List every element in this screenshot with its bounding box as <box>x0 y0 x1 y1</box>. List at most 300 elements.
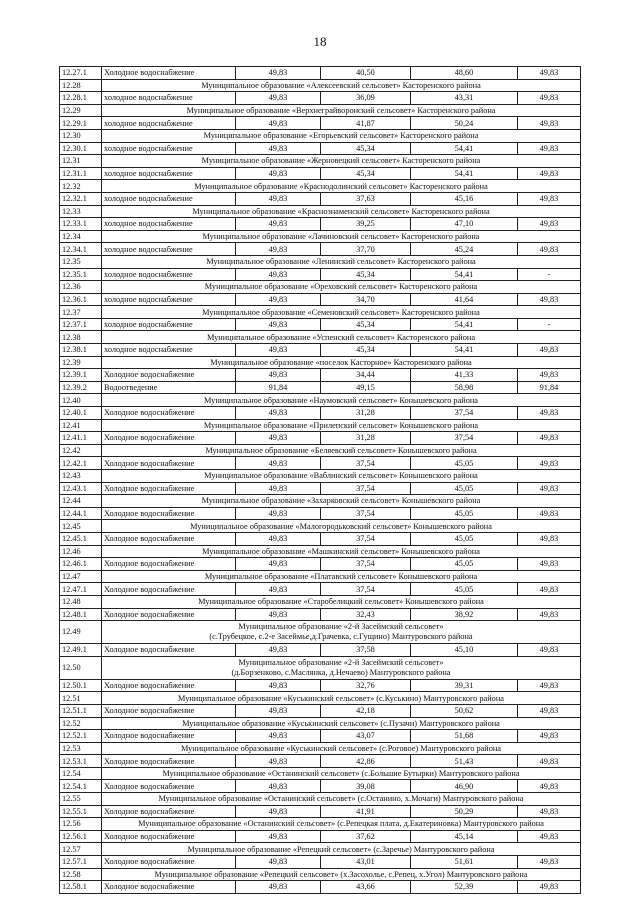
section-title: Муниципальное образование «Егорьевский сельсовет» Касторенского района <box>102 129 581 142</box>
value-3: 52,39 <box>411 881 518 894</box>
row-code: 12.45.1 <box>60 532 102 545</box>
section-row <box>60 205 581 218</box>
value-2: 42,18 <box>321 704 411 717</box>
value-4: 49,83 <box>518 830 581 843</box>
value-3: 37,54 <box>411 407 518 420</box>
section-title-line: Муниципальное образование «2-й Засеймский сельсовет» <box>238 657 444 667</box>
section-code: 12.52 <box>60 717 102 730</box>
section-title: Муниципальное образование «Платавский сельсовет» Конышевского района <box>102 570 581 583</box>
section-code: 12.51 <box>60 692 102 705</box>
value-4: - <box>518 268 581 281</box>
value-2: 45,34 <box>321 142 411 155</box>
section-row <box>60 129 581 142</box>
value-3: 48,60 <box>411 67 518 80</box>
section-title: Муниципальное образование «Старобелицкий сельсовет» Конышевского района <box>102 595 581 608</box>
value-2: 45,34 <box>321 167 411 180</box>
data-row <box>60 243 581 256</box>
value-3: 43,31 <box>411 92 518 105</box>
row-code: 12.52.1 <box>60 730 102 743</box>
value-4: 49,83 <box>518 92 581 105</box>
service-name: Холодное водоснабжение <box>102 369 236 382</box>
value-2: 43,07 <box>321 730 411 743</box>
row-code: 12.44.1 <box>60 507 102 520</box>
row-code: 12.46.1 <box>60 558 102 571</box>
section-code: 12.43 <box>60 470 102 483</box>
value-4: 49,83 <box>518 532 581 545</box>
row-code: 12.51.1 <box>60 704 102 717</box>
service-name: Холодное водоснабжение <box>102 856 236 869</box>
service-name: Холодное водоснабжение <box>102 679 236 692</box>
section-title: Муниципальное образование «Репецкий сельсовет» (с.Заречье) Мантуровского района <box>102 843 581 856</box>
value-4: 91,84 <box>518 381 581 394</box>
section-row <box>60 331 581 344</box>
value-4: 49,83 <box>518 583 581 596</box>
value-1: 49,83 <box>236 730 321 743</box>
value-1: 49,83 <box>236 218 321 231</box>
value-1: 49,83 <box>236 243 321 256</box>
value-3: 54,41 <box>411 268 518 281</box>
value-1: 49,83 <box>236 142 321 155</box>
value-3: 45,05 <box>411 457 518 470</box>
value-1: 49,83 <box>236 369 321 382</box>
service-name: Холодное водоснабжение <box>102 608 236 621</box>
value-1: 49,83 <box>236 805 321 818</box>
section-title: Муниципальное образование «Беляевский сельсовет» Конышевского района <box>102 444 581 457</box>
value-3: 45,05 <box>411 532 518 545</box>
row-code: 12.37.1 <box>60 318 102 331</box>
section-title: Муниципальное образование «Успенский сельсовет» Касторенского района <box>102 331 581 344</box>
value-3: 50,29 <box>411 805 518 818</box>
section-row <box>60 717 581 730</box>
section-code: 12.36 <box>60 281 102 294</box>
row-code: 12.38.1 <box>60 344 102 357</box>
value-2: 43,66 <box>321 881 411 894</box>
section-title: Муниципальное образование «Ореховский сельсовет» Касторенского района <box>102 281 581 294</box>
value-4: 49,83 <box>518 407 581 420</box>
section-code: 12.39 <box>60 356 102 369</box>
value-1: 49,83 <box>236 830 321 843</box>
value-1: 49,83 <box>236 644 321 657</box>
value-1: 49,83 <box>236 780 321 793</box>
service-name: холодное водоснабжение <box>102 268 236 281</box>
section-code: 12.50 <box>60 656 102 679</box>
section-title: Муниципальное образование «Ваблинский сельсовет» Конышевского района <box>102 470 581 483</box>
row-code: 12.55.1 <box>60 805 102 818</box>
section-title: Муниципальное образование «Машкинский сельсовет» Конышевского района <box>102 545 581 558</box>
section-title: Муниципальное образование «Останинский сельсовет» (с.Большие Бутырки) Мантуровского района <box>102 767 581 780</box>
value-3: 46,90 <box>411 780 518 793</box>
tariff-table <box>59 66 581 894</box>
value-1: 49,83 <box>236 92 321 105</box>
value-2: 40,50 <box>321 67 411 80</box>
value-2: 39,25 <box>321 218 411 231</box>
row-code: 12.36.1 <box>60 293 102 306</box>
value-3: 41,64 <box>411 293 518 306</box>
section-title: Муниципальное образование «Лачиновский сельсовет» Касторенского района <box>102 230 581 243</box>
value-2: 37,54 <box>321 482 411 495</box>
value-3: 45,05 <box>411 583 518 596</box>
section-code: 12.30 <box>60 129 102 142</box>
data-row <box>60 117 581 130</box>
value-4: 49,83 <box>518 218 581 231</box>
data-row <box>60 679 581 692</box>
section-title: Муниципальное образование «поселок Касторное» Касторенского района <box>102 356 581 369</box>
section-code: 12.53 <box>60 742 102 755</box>
section-code: 12.44 <box>60 495 102 508</box>
value-4: 49,83 <box>518 881 581 894</box>
section-title: Муниципальное образование «Ленинский сельсовет» Касторенского района <box>102 255 581 268</box>
section-title: Муниципальное образование «Жерновецкий сельсовет» Касторенского района <box>102 155 581 168</box>
value-3: 54,41 <box>411 167 518 180</box>
row-code: 12.48.1 <box>60 608 102 621</box>
data-row <box>60 532 581 545</box>
row-code: 12.29.1 <box>60 117 102 130</box>
section-row <box>60 495 581 508</box>
section-row <box>60 444 581 457</box>
value-3: 51,43 <box>411 755 518 768</box>
value-4: 49,83 <box>518 679 581 692</box>
data-row <box>60 369 581 382</box>
value-1: 49,83 <box>236 856 321 869</box>
value-2: 36,09 <box>321 92 411 105</box>
value-4: 49,83 <box>518 805 581 818</box>
value-4: - <box>518 318 581 331</box>
section-row <box>60 767 581 780</box>
section-code: 12.29 <box>60 104 102 117</box>
value-1: 49,83 <box>236 881 321 894</box>
value-2: 31,28 <box>321 432 411 445</box>
value-1: 49,83 <box>236 318 321 331</box>
value-4: 49,83 <box>518 293 581 306</box>
data-row <box>60 381 581 394</box>
service-name: Водоотведение <box>102 381 236 394</box>
data-row <box>60 432 581 445</box>
value-1: 49,83 <box>236 192 321 205</box>
data-row <box>60 805 581 818</box>
service-name: Холодное водоснабжение <box>102 881 236 894</box>
section-code: 12.33 <box>60 205 102 218</box>
section-title: Муниципальное образование «Семеновский сельсовет» Касторенского района <box>102 306 581 319</box>
section-row <box>60 394 581 407</box>
value-2: 49,15 <box>321 381 411 394</box>
value-3: 47,10 <box>411 218 518 231</box>
section-code: 12.35 <box>60 255 102 268</box>
value-3: 45,05 <box>411 507 518 520</box>
row-code: 12.35.1 <box>60 268 102 281</box>
value-4: 49,83 <box>518 856 581 869</box>
row-code: 12.41.1 <box>60 432 102 445</box>
row-code: 12.32.1 <box>60 192 102 205</box>
section-code: 12.56 <box>60 818 102 831</box>
value-1: 49,83 <box>236 679 321 692</box>
section-title: Муниципальное образование «Останинский сельсовет» (с.Репецкая плата, д.Екатериновка) Мантуровского района <box>102 818 581 831</box>
data-row <box>60 293 581 306</box>
section-code: 12.31 <box>60 155 102 168</box>
section-row <box>60 868 581 881</box>
service-name: Холодное водоснабжение <box>102 457 236 470</box>
data-row <box>60 644 581 657</box>
row-code: 12.31.1 <box>60 167 102 180</box>
value-4: 49,83 <box>518 457 581 470</box>
service-name: холодное водоснабжение <box>102 92 236 105</box>
section-row <box>60 818 581 831</box>
row-code: 12.54.1 <box>60 780 102 793</box>
section-row <box>60 281 581 294</box>
service-name: Холодное водоснабжение <box>102 780 236 793</box>
value-1: 49,83 <box>236 583 321 596</box>
data-row <box>60 704 581 717</box>
value-3: 45,05 <box>411 558 518 571</box>
row-code: 12.49.1 <box>60 644 102 657</box>
value-3: 38,92 <box>411 608 518 621</box>
row-code: 12.53.1 <box>60 755 102 768</box>
service-name: холодное водоснабжение <box>102 167 236 180</box>
section-row <box>60 155 581 168</box>
service-name: холодное водоснабжение <box>102 293 236 306</box>
value-3: 45,24 <box>411 243 518 256</box>
value-4: 49,83 <box>518 608 581 621</box>
data-row <box>60 318 581 331</box>
section-row <box>60 545 581 558</box>
section-code: 12.55 <box>60 793 102 806</box>
row-code: 12.43.1 <box>60 482 102 495</box>
row-code: 12.30.1 <box>60 142 102 155</box>
value-1: 49,83 <box>236 532 321 545</box>
service-name: Холодное водоснабжение <box>102 507 236 520</box>
value-4: 49,83 <box>518 167 581 180</box>
value-1: 49,83 <box>236 117 321 130</box>
value-2: 37,62 <box>321 830 411 843</box>
value-2: 41,87 <box>321 117 411 130</box>
row-code: 12.47.1 <box>60 583 102 596</box>
value-4: 49,83 <box>518 704 581 717</box>
value-1: 49,83 <box>236 608 321 621</box>
value-1: 49,83 <box>236 482 321 495</box>
value-3: 54,41 <box>411 142 518 155</box>
section-code: 12.48 <box>60 595 102 608</box>
value-2: 37,54 <box>321 457 411 470</box>
service-name: холодное водоснабжение <box>102 192 236 205</box>
service-name: Холодное водоснабжение <box>102 704 236 717</box>
value-3: 45,10 <box>411 644 518 657</box>
section-title-line: (с.Трубецкое, с.2-е Засеймье,д.Грачевка, с.Гущино) Мантуровского района <box>209 632 473 642</box>
section-title: Муниципальное образование «Верхнеграйворонский сельсовет» Касторенского района <box>102 104 581 117</box>
service-name: Холодное водоснабжение <box>102 532 236 545</box>
section-code: 12.40 <box>60 394 102 407</box>
data-row <box>60 268 581 281</box>
value-2: 37,54 <box>321 507 411 520</box>
value-4: 49,83 <box>518 192 581 205</box>
section-code: 12.45 <box>60 520 102 533</box>
value-2: 43,01 <box>321 856 411 869</box>
section-title: Муниципальное образование «Наумовский сельсовет» Конышевского района <box>102 394 581 407</box>
data-row <box>60 881 581 894</box>
value-2: 45,34 <box>321 344 411 357</box>
value-3: 45,05 <box>411 482 518 495</box>
data-row <box>60 608 581 621</box>
tariff-table-body <box>60 67 581 894</box>
service-name: Холодное водоснабжение <box>102 755 236 768</box>
value-3: 51,68 <box>411 730 518 743</box>
section-row <box>60 230 581 243</box>
row-code: 12.56.1 <box>60 830 102 843</box>
value-1: 49,83 <box>236 407 321 420</box>
value-2: 37,70 <box>321 243 411 256</box>
section-row <box>60 255 581 268</box>
data-row <box>60 830 581 843</box>
section-title: Муниципальное образование «Останинский сельсовет» (с.Останино, х.Мочаги) Мантуровского района <box>102 793 581 806</box>
value-2: 31,28 <box>321 407 411 420</box>
value-4: 49,83 <box>518 780 581 793</box>
value-2: 39,08 <box>321 780 411 793</box>
data-row <box>60 558 581 571</box>
section-code: 12.38 <box>60 331 102 344</box>
section-title-line: Муниципальное образование «2-й Засеймский сельсовет» <box>238 622 444 632</box>
data-row <box>60 755 581 768</box>
row-code: 12.34.1 <box>60 243 102 256</box>
row-code: 12.27.1 <box>60 67 102 80</box>
section-row <box>60 79 581 92</box>
section-title: Муниципальное образование «Краснознаменский сельсовет» Касторенского района <box>102 205 581 218</box>
service-name: Холодное водоснабжение <box>102 67 236 80</box>
value-3: 37,54 <box>411 432 518 445</box>
value-1: 49,83 <box>236 704 321 717</box>
data-row <box>60 780 581 793</box>
value-1: 49,83 <box>236 432 321 445</box>
section-code: 12.28 <box>60 79 102 92</box>
value-2: 32,43 <box>321 608 411 621</box>
value-1: 49,83 <box>236 293 321 306</box>
section-title: Муниципальное образование «Куськинский сельсовет» (с.Пузачи) Мантуровского района <box>102 717 581 730</box>
row-code: 12.39.1 <box>60 369 102 382</box>
value-3: 41,33 <box>411 369 518 382</box>
service-name: холодное водоснабжение <box>102 318 236 331</box>
section-row <box>60 843 581 856</box>
value-4: 49,83 <box>518 432 581 445</box>
section-code: 12.49 <box>60 621 102 644</box>
service-name: Холодное водоснабжение <box>102 558 236 571</box>
value-1: 49,83 <box>236 268 321 281</box>
value-4: 49,83 <box>518 67 581 80</box>
value-4: 49,83 <box>518 142 581 155</box>
value-1: 49,83 <box>236 507 321 520</box>
data-row <box>60 218 581 231</box>
value-4: 49,83 <box>518 243 581 256</box>
value-2: 37,54 <box>321 532 411 545</box>
service-name: холодное водоснабжение <box>102 142 236 155</box>
section-row <box>60 180 581 193</box>
value-2: 37,54 <box>321 558 411 571</box>
value-3: 54,41 <box>411 318 518 331</box>
row-code: 12.39.2 <box>60 381 102 394</box>
section-row <box>60 520 581 533</box>
value-2: 34,44 <box>321 369 411 382</box>
section-title: Муниципальное образование «Малогородьковский сельсовет» Конышевского района <box>102 520 581 533</box>
service-name: холодное водоснабжение <box>102 218 236 231</box>
section-row <box>60 742 581 755</box>
value-4: 49,83 <box>518 369 581 382</box>
section-row <box>60 570 581 583</box>
service-name: Холодное водоснабжение <box>102 407 236 420</box>
value-4: 49,83 <box>518 344 581 357</box>
value-1: 49,83 <box>236 457 321 470</box>
row-code: 12.28.1 <box>60 92 102 105</box>
value-4: 49,83 <box>518 558 581 571</box>
section-title: Муниципальное образование «Прилепский сельсовет» Конышевского района <box>102 419 581 432</box>
value-1: 49,83 <box>236 167 321 180</box>
service-name: Холодное водоснабжение <box>102 482 236 495</box>
data-row <box>60 856 581 869</box>
page-number: 18 <box>313 34 327 49</box>
data-row <box>60 482 581 495</box>
section-title: Муниципальное образование «Краснодолинский сельсовет» Касторенского района <box>102 180 581 193</box>
value-1: 49,83 <box>236 755 321 768</box>
value-2: 42,86 <box>321 755 411 768</box>
section-title: Муниципальное образование «Репецкий сельсовет» (х.Засохолье, с.Репец, х.Угол) Мантуровского района <box>102 868 581 881</box>
service-name: Холодное водоснабжение <box>102 644 236 657</box>
section-row <box>60 595 581 608</box>
value-3: 45,14 <box>411 830 518 843</box>
value-1: 91,84 <box>236 381 321 394</box>
value-3: 45,16 <box>411 192 518 205</box>
value-2: 37,54 <box>321 583 411 596</box>
row-code: 12.42.1 <box>60 457 102 470</box>
value-2: 32,76 <box>321 679 411 692</box>
section-row <box>60 692 581 705</box>
value-3: 39,31 <box>411 679 518 692</box>
section-row <box>60 470 581 483</box>
service-name: Холодное водоснабжение <box>102 432 236 445</box>
section-row <box>60 621 581 644</box>
data-row <box>60 583 581 596</box>
value-4: 49,83 <box>518 117 581 130</box>
section-row <box>60 793 581 806</box>
data-row <box>60 407 581 420</box>
data-row <box>60 730 581 743</box>
service-name: Холодное водоснабжение <box>102 730 236 743</box>
data-row <box>60 67 581 80</box>
service-name: Холодное водоснабжение <box>102 830 236 843</box>
section-title: Муниципальное образование «Куськинский сельсовет» (с.Куськино) Мантуровского района <box>102 692 581 705</box>
section-title-line: (д.Борзенково, с.Маслянка, д.Нечаево) Мантуровского района <box>231 667 451 677</box>
section-title: Муниципальное образование «Куськинский сельсовет» (с.Роговое) Мантуровского района <box>102 742 581 755</box>
data-row <box>60 344 581 357</box>
value-1: 49,83 <box>236 558 321 571</box>
value-4: 49,83 <box>518 644 581 657</box>
section-code: 12.32 <box>60 180 102 193</box>
value-3: 58,98 <box>411 381 518 394</box>
row-code: 12.57.1 <box>60 856 102 869</box>
value-3: 51,61 <box>411 856 518 869</box>
section-title <box>102 621 581 644</box>
section-row <box>60 656 581 679</box>
value-1: 49,83 <box>236 344 321 357</box>
value-2: 37,58 <box>321 644 411 657</box>
data-row <box>60 507 581 520</box>
value-3: 50,24 <box>411 117 518 130</box>
value-2: 37,63 <box>321 192 411 205</box>
service-name: холодное водоснабжение <box>102 344 236 357</box>
section-code: 12.58 <box>60 868 102 881</box>
value-4: 49,83 <box>518 755 581 768</box>
section-row <box>60 419 581 432</box>
data-row <box>60 92 581 105</box>
section-row <box>60 306 581 319</box>
value-2: 34,70 <box>321 293 411 306</box>
section-row <box>60 356 581 369</box>
value-2: 45,34 <box>321 318 411 331</box>
section-code: 12.54 <box>60 767 102 780</box>
